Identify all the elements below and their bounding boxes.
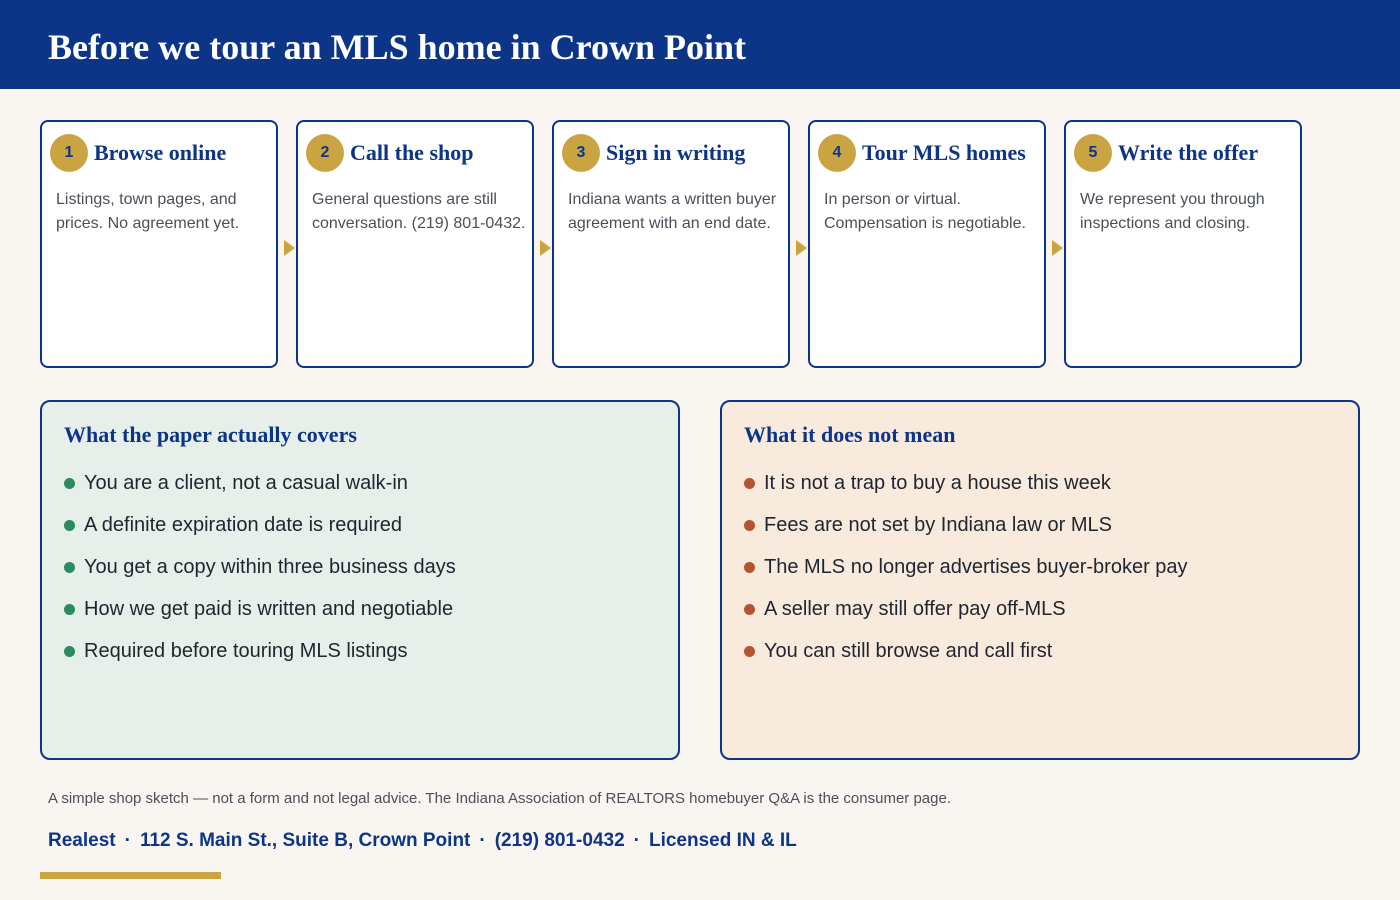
step-number-badge: 1 [50, 134, 88, 172]
step-title: Call the shop [350, 140, 474, 165]
bullet-dot-icon [64, 604, 75, 615]
step-description: We represent you through inspections and closing. [1080, 191, 1265, 232]
covers-heading: What the paper actually covers [64, 422, 357, 447]
covers-list [64, 470, 456, 680]
list-item [744, 470, 1188, 512]
not-mean-panel [720, 400, 1360, 760]
footer-separator: · [124, 830, 131, 851]
step-number-badge: 3 [562, 134, 600, 172]
list-item-text: Required before touring MLS listings [84, 640, 408, 662]
footer-license: Licensed IN & IL [648, 830, 797, 851]
step-number-badge: 2 [306, 134, 344, 172]
arrow-right-icon [796, 240, 807, 256]
bullet-dot-icon [744, 478, 755, 489]
step-title: Tour MLS homes [862, 140, 1026, 165]
step-description: Listings, town pages, and prices. No agreement yet. [56, 191, 240, 232]
bullet-dot-icon [64, 478, 75, 489]
list-item [64, 554, 456, 596]
disclaimer-note: A simple shop sketch — not a form and not legal advice. The Indiana Association of REALTORS homebuyer Q&A is the consumer page. [48, 790, 951, 807]
footer-contact-line [48, 830, 797, 852]
step-title: Browse online [94, 140, 227, 165]
bullet-dot-icon [64, 520, 75, 531]
step-number-badge: 4 [818, 134, 856, 172]
covers-panel [40, 400, 680, 760]
footer-brand: Realest [48, 830, 116, 851]
list-item-text: Fees are not set by Indiana law or MLS [764, 514, 1112, 536]
bullet-dot-icon [64, 646, 75, 657]
list-item [744, 512, 1188, 554]
footer-separator: · [479, 830, 486, 851]
list-item-text: A definite expiration date is required [84, 514, 402, 536]
bullet-dot-icon [744, 604, 755, 615]
list-item-text: You are a client, not a casual walk-in [84, 472, 408, 494]
step-card-2 [296, 120, 534, 368]
step-title: Write the offer [1118, 140, 1259, 165]
not-mean-list [744, 470, 1188, 680]
bullet-dot-icon [744, 562, 755, 573]
step-card-5 [1064, 120, 1302, 368]
list-item [744, 638, 1188, 680]
list-item-text: The MLS no longer advertises buyer-broker pay [764, 556, 1188, 578]
list-item [744, 554, 1188, 596]
list-item-text: A seller may still offer pay off-MLS [764, 598, 1066, 620]
list-item-text: How we get paid is written and negotiable [84, 598, 454, 620]
accent-bar [40, 872, 221, 879]
step-card-4 [808, 120, 1046, 368]
step-description: In person or virtual. Compensation is negotiable. [824, 191, 1026, 232]
step-card-3 [552, 120, 790, 368]
bullet-dot-icon [744, 646, 755, 657]
footer-phone: (219) 801-0432 [494, 830, 625, 851]
arrow-right-icon [540, 240, 551, 256]
list-item [64, 596, 456, 638]
arrow-right-icon [1052, 240, 1063, 256]
bullet-dot-icon [64, 562, 75, 573]
not-mean-heading: What it does not mean [744, 422, 956, 447]
list-item [64, 638, 456, 680]
list-item-text: It is not a trap to buy a house this week [764, 472, 1111, 494]
bullet-dot-icon [744, 520, 755, 531]
list-item-text: You can still browse and call first [764, 640, 1053, 662]
list-item [64, 470, 456, 512]
list-item [744, 596, 1188, 638]
footer-address: 112 S. Main St., Suite B, Crown Point [139, 830, 471, 851]
step-number-badge: 5 [1074, 134, 1112, 172]
step-card-1 [40, 120, 278, 368]
header-banner [0, 0, 1400, 89]
step-description: General questions are still conversation. (219) 801-0432. [312, 191, 526, 232]
page-title: Before we tour an MLS home in Crown Point [48, 27, 746, 67]
step-description: Indiana wants a written buyer agreement with an end date. [568, 191, 777, 232]
arrow-right-icon [284, 240, 295, 256]
footer-separator: · [633, 830, 640, 851]
step-title: Sign in writing [606, 140, 746, 165]
list-item [64, 512, 456, 554]
list-item-text: You get a copy within three business days [84, 556, 456, 578]
